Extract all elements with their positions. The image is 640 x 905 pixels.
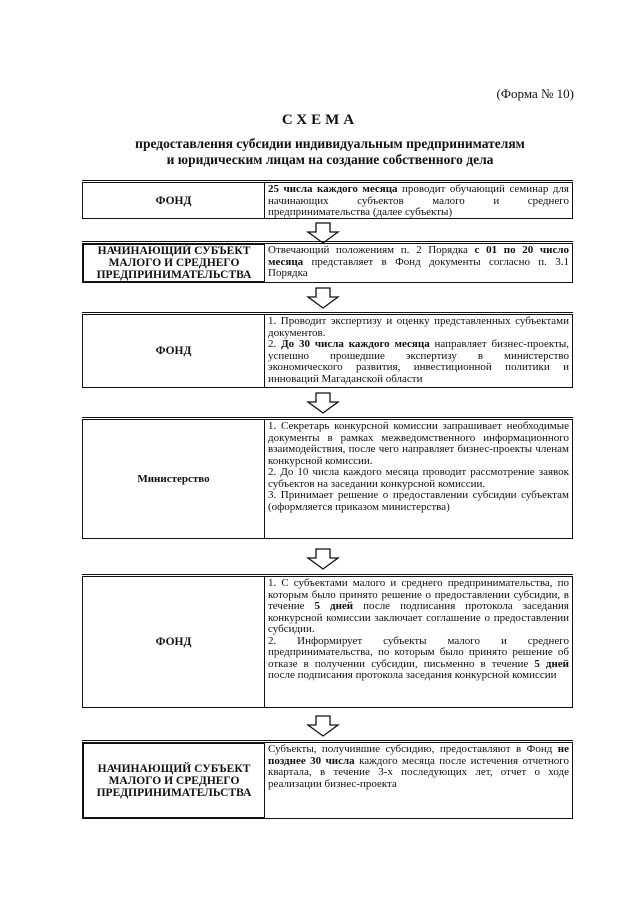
step-4-actor: Министерство xyxy=(82,419,265,539)
step-5-description xyxy=(265,576,573,708)
step-2-row xyxy=(82,243,573,283)
step-5-top-rule xyxy=(82,574,573,575)
step-text-run: 2. До 10 числа каждого месяца проводит рассмотрение заявок субъектов на заседании конкурсной комиссии. xyxy=(268,466,569,490)
document-title: СХЕМА xyxy=(281,112,359,128)
step-4-description xyxy=(265,419,573,539)
arrow-down-icon xyxy=(303,548,343,570)
step-3-row xyxy=(82,314,573,388)
step-text-run: 1. Проводит экспертизу и оценку представленных субъектами документов. xyxy=(268,315,569,339)
step-3-description xyxy=(265,314,573,388)
step-6-top-rule xyxy=(82,740,573,741)
step-text-run: с 01 по 20 число месяца xyxy=(268,244,569,268)
step-text-run: 5 дней xyxy=(314,600,354,612)
step-text-run: 5 дней xyxy=(534,657,569,670)
document-subtitle xyxy=(70,136,590,168)
step-text-run: 2. xyxy=(268,338,282,350)
step-2-actor: НАЧИНАЮЩИЙ СУБЪЕКТ МАЛОГО И СРЕДНЕГО ПРЕДПРИНИМАТЕЛЬСТВА xyxy=(82,243,265,283)
form-number: (Форма № 10) xyxy=(496,86,574,101)
arrow-down-icon xyxy=(303,715,343,737)
step-2-description xyxy=(265,243,573,283)
step-2-top-rule xyxy=(82,241,573,242)
step-5-row xyxy=(82,576,573,708)
step-1-actor: ФОНД xyxy=(82,182,265,219)
step-text-run: До 30 числа каждого месяца xyxy=(281,338,430,350)
step-text-run: 1. С субъектами малого и среднего предпринимательства, по которым было принято решение о предоставлении субсидии, в течение xyxy=(268,577,569,612)
step-text-run: после подписания протокола заседания конкурсной комиссии заключает соглашение о предоставлении субсидии. xyxy=(268,600,569,635)
step-text-run: 1. Секретарь конкурсной комиссии запрашивает необходимые документы в рамках межведомственного информационного взаимодействия, после чего направляет бизнес-проекты членам конкурсной комиссии. xyxy=(268,420,569,467)
step-text-run: 3. Принимает решение о предоставлении субсидии субъектам (оформляется приказом министерства) xyxy=(268,489,569,513)
step-text-run: 25 числа каждого месяца xyxy=(268,183,398,195)
step-5-actor: ФОНД xyxy=(82,576,265,708)
step-text-run: 2. Информирует субъекты малого и среднего предпринимательства, по которым было принято решение об отказе в получении субсидии, письменно в течение xyxy=(268,634,569,670)
step-text-run: после подписания протокола заседания конкурсной комиссии xyxy=(268,669,557,681)
step-4-row xyxy=(82,419,573,539)
step-1-top-rule xyxy=(82,180,573,181)
arrow-down-icon xyxy=(303,287,343,309)
step-3-actor: ФОНД xyxy=(82,314,265,388)
step-4-top-rule xyxy=(82,417,573,418)
step-1-description xyxy=(265,182,573,219)
subtitle-line-1: предоставления субсидии индивидуальным предпринимателям xyxy=(135,136,525,151)
step-text-run: не позднее 30 числа xyxy=(268,743,569,767)
step-text-run: представляет в Фонд документы согласно п. 3.1 Порядка xyxy=(268,255,569,279)
step-1-row xyxy=(82,182,573,219)
step-6-row xyxy=(82,742,573,819)
subtitle-line-2: и юридическим лицам на создание собственного дела xyxy=(166,152,494,167)
arrow-down-icon xyxy=(303,392,343,414)
step-text-run: Субъекты, получившие субсидию, предоставляют в Фонд xyxy=(268,743,558,755)
step-text-run: проводит обучающий семинар для начинающих субъектов малого и среднего предпринимательства (далее субъекты) xyxy=(268,183,569,218)
step-text-run: Отвечающий положениям п. 2 Порядка xyxy=(268,244,475,256)
step-text-run: направляет бизнес-проекты, успешно прошедшие экспертизу в министерство экономического развития, инвестиционной политики и инноваций Магаданской области xyxy=(268,338,570,385)
step-6-actor: НАЧИНАЮЩИЙ СУБЪЕКТ МАЛОГО И СРЕДНЕГО ПРЕДПРИНИМАТЕЛЬСТВА xyxy=(82,742,265,819)
step-text-run: каждого месяца после истечения отчетного квартала, в течение 3-х последующих лет, отчет о ходе реализации бизнес-проекта xyxy=(268,754,569,790)
step-6-description xyxy=(265,742,573,819)
step-3-top-rule xyxy=(82,312,573,313)
